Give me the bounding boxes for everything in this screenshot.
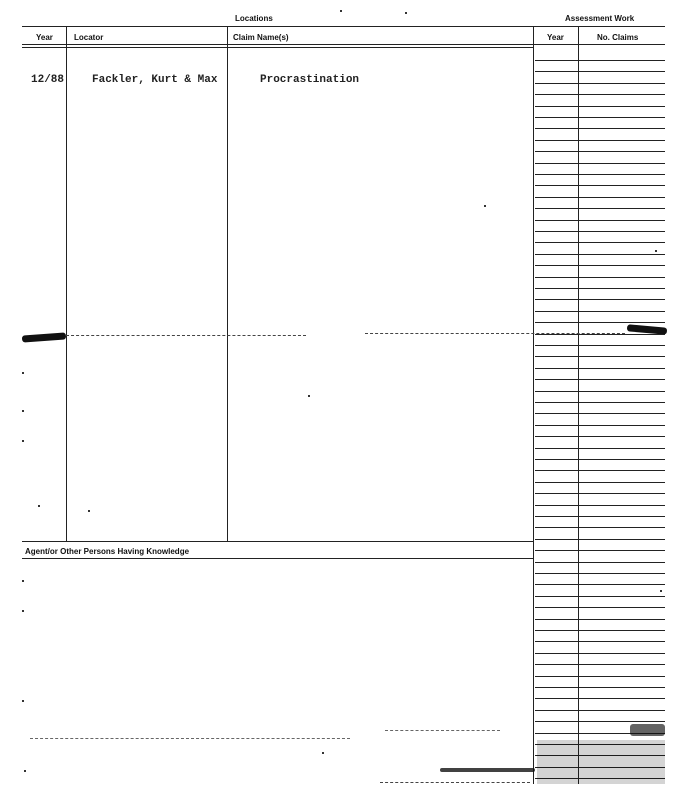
scan-line-bottom-3: [380, 782, 530, 783]
assessment-ruled-line: [535, 71, 665, 72]
assessment-ruled-line: [535, 151, 665, 152]
assessment-ruled-line: [535, 596, 665, 597]
scan-noise-bottom: [440, 768, 535, 772]
assessment-ruled-line: [535, 334, 665, 335]
assessment-ruled-line: [535, 288, 665, 289]
speck: [88, 510, 90, 512]
divider-year-locator: [66, 27, 67, 541]
header-bottom-rule: [22, 44, 665, 45]
assessment-ruled-line: [535, 539, 665, 540]
speck: [322, 752, 324, 754]
divider-locator-claim: [227, 27, 228, 541]
speck: [22, 372, 24, 374]
assessment-ruled-line: [535, 527, 665, 528]
speck: [655, 250, 657, 252]
assessment-ruled-line: [535, 664, 665, 665]
speck: [22, 700, 24, 702]
column-header-year: Year: [36, 33, 53, 42]
assessment-ruled-line: [535, 550, 665, 551]
assessment-ruled-line: [535, 277, 665, 278]
assessment-ruled-line: [535, 231, 665, 232]
column-header-claim-names: Claim Name(s): [233, 33, 289, 42]
scan-noise-assessment: [537, 740, 665, 784]
assessment-ruled-line: [535, 106, 665, 107]
assessment-ruled-line: [535, 174, 665, 175]
speck: [405, 12, 407, 14]
assessment-ruled-line: [535, 242, 665, 243]
agent-section-top-rule: [22, 541, 534, 542]
assessment-ruled-line: [535, 60, 665, 61]
assessment-ruled-line: [535, 208, 665, 209]
assessment-ruled-line: [535, 128, 665, 129]
assessment-ruled-line: [535, 482, 665, 483]
speck: [22, 610, 24, 612]
assessment-ruled-line: [535, 311, 665, 312]
column-header-locator: Locator: [74, 33, 104, 42]
speck: [24, 770, 26, 772]
entry-locator: Fackler, Kurt & Max: [92, 74, 218, 86]
column-header-assessment-year: Year: [547, 33, 564, 42]
assessment-ruled-line: [535, 185, 665, 186]
speck: [22, 410, 24, 412]
assessment-ruled-line: [535, 402, 665, 403]
assessment-ruled-line: [535, 516, 665, 517]
assessment-ruled-line: [535, 436, 665, 437]
assessment-ruled-line: [535, 607, 665, 608]
assessment-ruled-line: [535, 94, 665, 95]
assessment-ruled-line: [535, 356, 665, 357]
assessment-ruled-line: [535, 197, 665, 198]
speck: [22, 440, 24, 442]
assessment-ruled-line: [535, 83, 665, 84]
entry-year: 12/88: [31, 74, 65, 86]
assessment-ruled-line: [535, 413, 665, 414]
scan-noise-dark: [630, 724, 665, 736]
agent-section-rule: [22, 558, 534, 559]
assessment-ruled-line: [535, 562, 665, 563]
assessment-ruled-line: [535, 619, 665, 620]
assessment-ruled-line: [535, 379, 665, 380]
assessment-ruled-line: [535, 391, 665, 392]
assessment-ruled-line: [535, 459, 665, 460]
assessment-ruled-line: [535, 493, 665, 494]
locations-section-title: Locations: [235, 14, 273, 23]
assessment-ruled-line: [535, 653, 665, 654]
speck: [660, 590, 662, 592]
assessment-ruled-line: [535, 448, 665, 449]
assessment-ruled-line: [535, 584, 665, 585]
assessment-ruled-line: [535, 641, 665, 642]
assessment-ruled-line: [535, 573, 665, 574]
assessment-ruled-line: [535, 140, 665, 141]
speck: [38, 505, 40, 507]
scan-line-bottom-2: [385, 730, 500, 731]
assessment-ruled-line: [535, 254, 665, 255]
assessment-ruled-line: [535, 265, 665, 266]
assessment-ruled-line: [535, 676, 665, 677]
assessment-ruled-line: [535, 117, 665, 118]
speck: [484, 205, 486, 207]
assessment-ruled-line: [535, 687, 665, 688]
assessment-ruled-line: [535, 630, 665, 631]
assessment-ruled-line: [535, 345, 665, 346]
assessment-ruled-line: [535, 220, 665, 221]
agent-section-title: Agent/or Other Persons Having Knowledge: [25, 547, 190, 556]
fold-line: [66, 335, 306, 336]
assessment-ruled-line: [535, 721, 665, 722]
assessment-ruled-line: [535, 368, 665, 369]
ink-blot-left: [22, 332, 66, 342]
scan-line-bottom-1: [30, 738, 350, 739]
header-bottom-rule-2: [22, 47, 534, 48]
assessment-ruled-line: [535, 505, 665, 506]
speck: [22, 580, 24, 582]
assessment-ruled-line: [535, 470, 665, 471]
speck: [308, 395, 310, 397]
header-top-rule: [22, 26, 665, 27]
assessment-ruled-line: [535, 710, 665, 711]
speck: [340, 10, 342, 12]
column-header-no-claims: No. Claims: [597, 33, 639, 42]
assessment-ruled-line: [535, 299, 665, 300]
divider-locations-assessment: [533, 27, 534, 784]
assessment-ruled-line: [535, 698, 665, 699]
assessment-work-section-title: Assessment Work: [565, 14, 635, 23]
entry-claim-name: Procrastination: [260, 74, 360, 86]
assessment-ruled-line: [535, 163, 665, 164]
assessment-ruled-line: [535, 425, 665, 426]
assessment-ruled-line: [535, 322, 665, 323]
